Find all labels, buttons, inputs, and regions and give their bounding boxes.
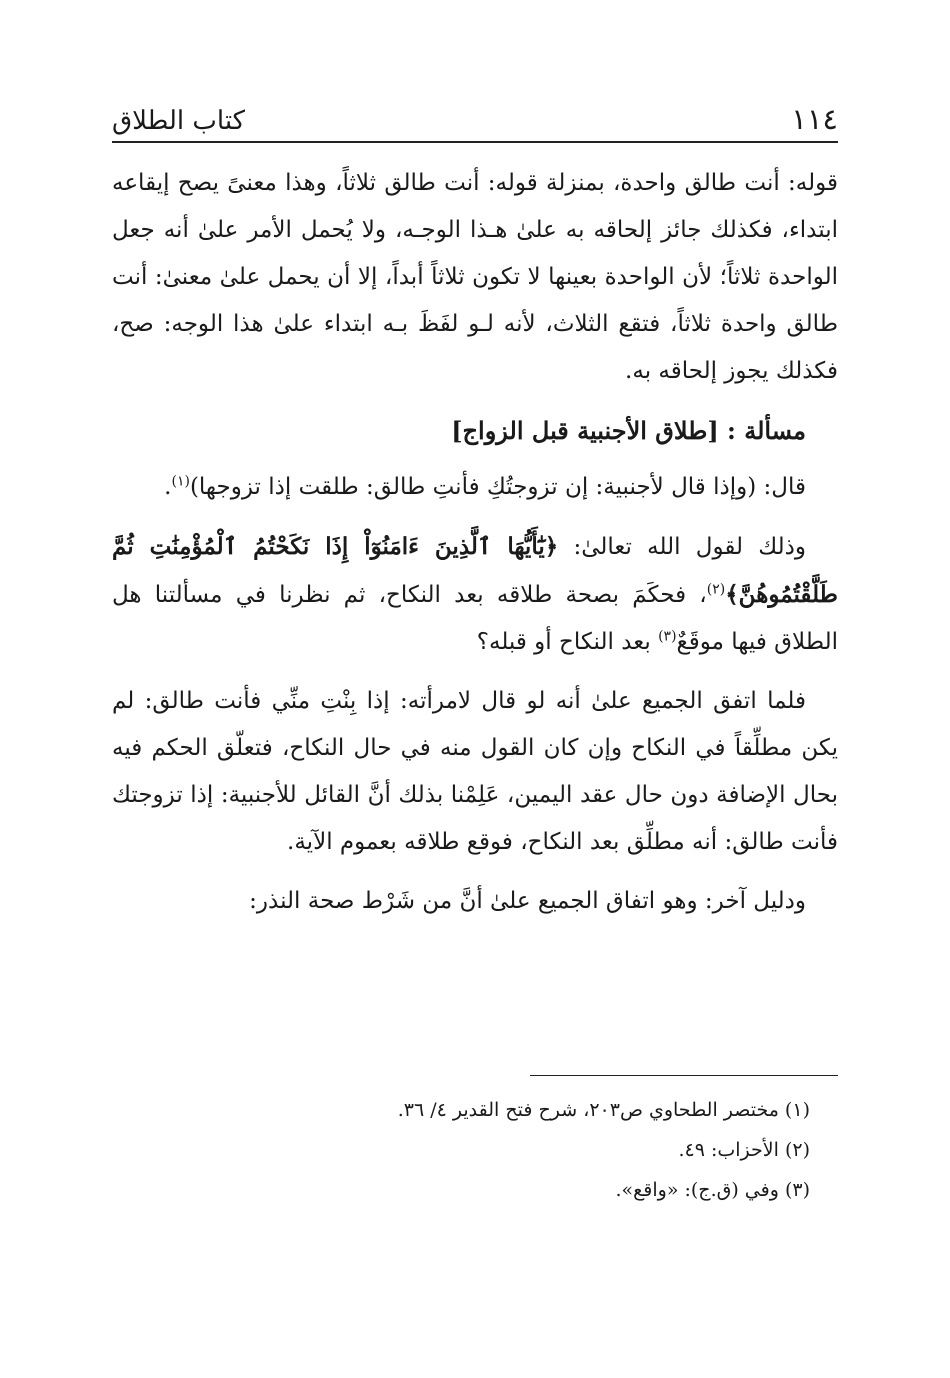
paragraph-argument: فلما اتفق الجميع علىٰ أنه لو قال لامرأته: إذا بِنْتِ منِّي فأنت طالق: لم يكن مطلِّقاً في النكاح وإن كان القول منه في حال النكاح، فتعلّق الحكم فيه بحال الإضافة دون حال عقد اليمين، عَلِمْنا بذلك أنَّ القائل للأجنبية: إذا تزوجتك فأنت طالق: أنه مطلِّق بعد النكاح، فوقع طلاقه بعموم الآية.	[112, 688, 838, 855]
footnote-ref-2: (٢)	[706, 581, 726, 598]
footnote-3: (٣) وفي (ق.ج): «واقع».	[615, 1179, 810, 1201]
paragraph-another-proof: ودليل آخر: وهو اتفاق الجميع علىٰ أنَّ من شَرْط صحة النذر:	[249, 888, 806, 914]
paragraph-quran-citation	[112, 523, 838, 666]
header-rule	[112, 141, 838, 143]
footnote-ref-1: (١)	[171, 473, 190, 490]
paragraph-continued: قوله: أنت طالق واحدة، بمنزلة قوله: أنت طالق ثلاثاً، وهذا معنىً يصح إيقاعه ابتداء، فكذلك جائز إلحاقه به علىٰ هـذا الوجـه، ولا يُحمل الأمر علىٰ أنه جعل الواحدة ثلاثاً؛ لأن الواحدة بعينها لا تكون ثلاثاً أبداً، إلا أن يحمل علىٰ معنىٰ: أنت طالق واحدة ثلاثاً، فتقع الثلاث، لأنه لـو لفَظَ بـه ابتداء علىٰ هذا الوجه: صح، فكذلك يجوز إلحاقه به.	[112, 170, 838, 384]
footnote-1: (١) مختصر الطحاوي ص٢٠٣، شرح فتح القدير ٤/ ٣٦.	[397, 1099, 810, 1121]
paragraph-text-quote	[112, 464, 838, 511]
page-header	[112, 92, 838, 136]
page-number: ١١٤	[791, 102, 838, 136]
main-text	[112, 160, 838, 937]
quote-text: قال: (وإذا قال لأجنبية: إن تزوجتُكِ فأنتِ طالق: طلقت إذا تزوجها)	[189, 474, 806, 500]
citation-end: بعد النكاح أو قبله؟	[476, 629, 659, 655]
footnote-2: (٢) الأحزاب: ٤٩.	[678, 1139, 810, 1161]
section-heading: مسألة : [طلاق الأجنبية قبل الزواج]	[451, 416, 806, 445]
quote-end: .	[164, 474, 172, 500]
footnote-ref-3: (٣)	[658, 628, 677, 645]
citation-body: ، فحكَمَ بصحة طلاقه بعد النكاح، ثم نظرنا في مسألتنا هل الطلاق فيها موقَعٌ	[112, 582, 838, 655]
footnotes	[112, 1090, 810, 1210]
running-title: كتاب الطلاق	[112, 106, 246, 136]
citation-intro: وذلك لقول الله تعالىٰ:	[558, 534, 806, 560]
quran-verse: ﴿يَٰٓأَيُّهَا ٱلَّذِينَ ءَامَنُوٓاْ إِذَا نَكَحْتُمُ ٱلْمُؤْمِنَٰتِ ثُمَّ طَلَّقْتُمُوهُنَّ﴾	[112, 533, 838, 608]
footnote-rule	[530, 1075, 838, 1076]
